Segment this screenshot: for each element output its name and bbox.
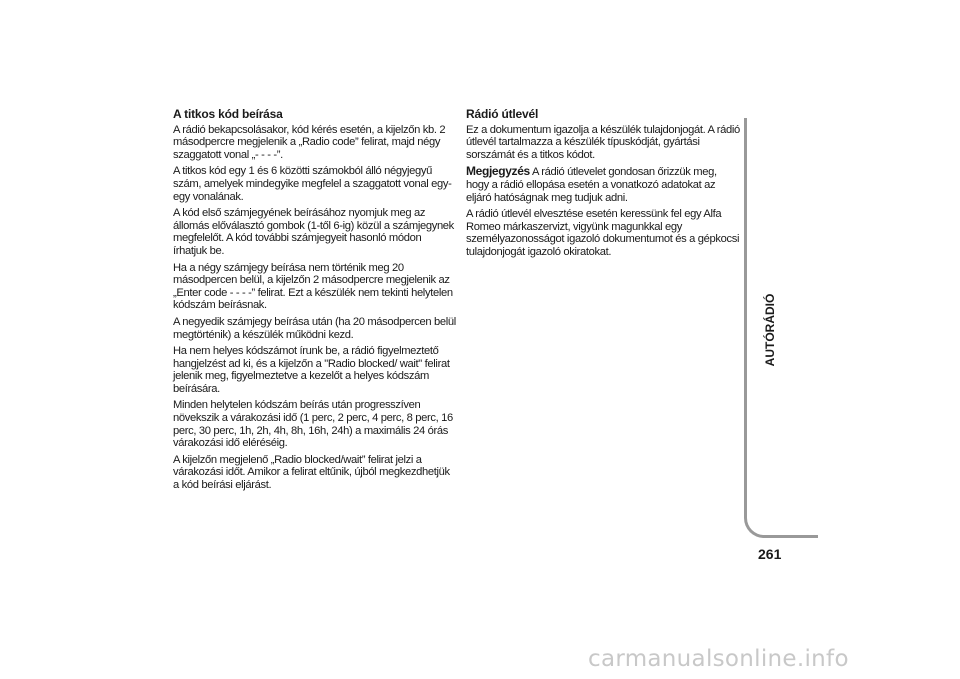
note-text: A rádió útlevelet gondosan őrizzük meg, hogy a rádió ellopása esetén a vonatkozó adatokat az eljáró hatóságnak meg tudjuk adni.	[466, 166, 717, 204]
paragraph: A kijelzőn megjelenő „Radio blocked/wait” felirat jelzi a várakozási időt. Amikor a felirat eltűnik, újból megkezdhetjük a kód beírási eljárást.	[173, 453, 450, 492]
section-heading-secret-code: A titkos kód beírása	[173, 107, 283, 121]
paragraph: Ha nem helyes kódszámot írunk be, a rádió figyelmeztető hangjelzést ad ki, és a kijelzőn a "Radio blocked/ wait" felirat jelenik meg, figyelmeztetve a kezelőt a helyes kódszám beírására.	[173, 345, 450, 395]
note-label: Megjegyzés	[466, 164, 530, 179]
watermark: carmanualsonline.info	[588, 646, 849, 672]
left-column	[173, 108, 457, 496]
paragraph: Ez a dokumentum igazolja a készülék tulajdonjogát. A rádió útlevél tartalmazza a készülék típuskódját, gyártási sorszámát és a titkos kódot.	[466, 123, 740, 161]
paragraph: A rádió bekapcsolásakor, kód kérés esetén, a kijelzőn kb. 2 másodpercre megjelenik a „Radio code” felirat, majd négy szaggatott vonal „- - - -”.	[173, 123, 446, 161]
paragraph: A kód első számjegyének beírásához nyomjuk meg az állomás előválasztó gombok (1-től 6-ig) közül a számjegynek megfelelőt. A kód további számjegyeit hasonló módon írhatjuk be.	[173, 207, 454, 257]
note-paragraph	[466, 165, 740, 204]
side-tab-frame	[744, 118, 818, 538]
paragraph: A negyedik számjegy beírása után (ha 20 másodpercen belül megtörténik) a készülék működni kezd.	[173, 315, 456, 341]
paragraph: A titkos kód egy 1 és 6 közötti számokból álló négyjegyű szám, amelyek mindegyike megfelel a szaggatott vonal egy-egy vonalának.	[173, 165, 452, 203]
paragraph: Ha a négy számjegy beírása nem történik meg 20 másodpercen belül, a kijelzőn 2 másodpercre megjelenik az „Enter code - - - -” felirat. Ezt a készülék nem tekinti helytelen kódszám beírásnak.	[173, 261, 453, 312]
right-column	[466, 108, 740, 263]
side-tab-label: AUTÓRÁDIÓ	[763, 293, 777, 367]
paragraph: A rádió útlevél elvesztése esetén keressünk fel egy Alfa Romeo márkaszervizt, vigyünk magunkkal egy személyazonosságot igazoló dokumentumot és a gépkocsi tulajdonjogát igazoló okiratokat.	[466, 208, 740, 258]
paragraph: Minden helytelen kódszám beírás után progresszíven növekszik a várakozási idő (1 perc, 2 perc, 4 perc, 8 perc, 16 perc, 30 perc, 1h, 2h, 4h, 8h, 16h, 24h) a maximális 24 órás várakozási idő eléréséig.	[173, 399, 453, 450]
page-number: 261	[758, 546, 782, 562]
section-heading-radio-passport: Rádió útlevél	[466, 107, 539, 121]
